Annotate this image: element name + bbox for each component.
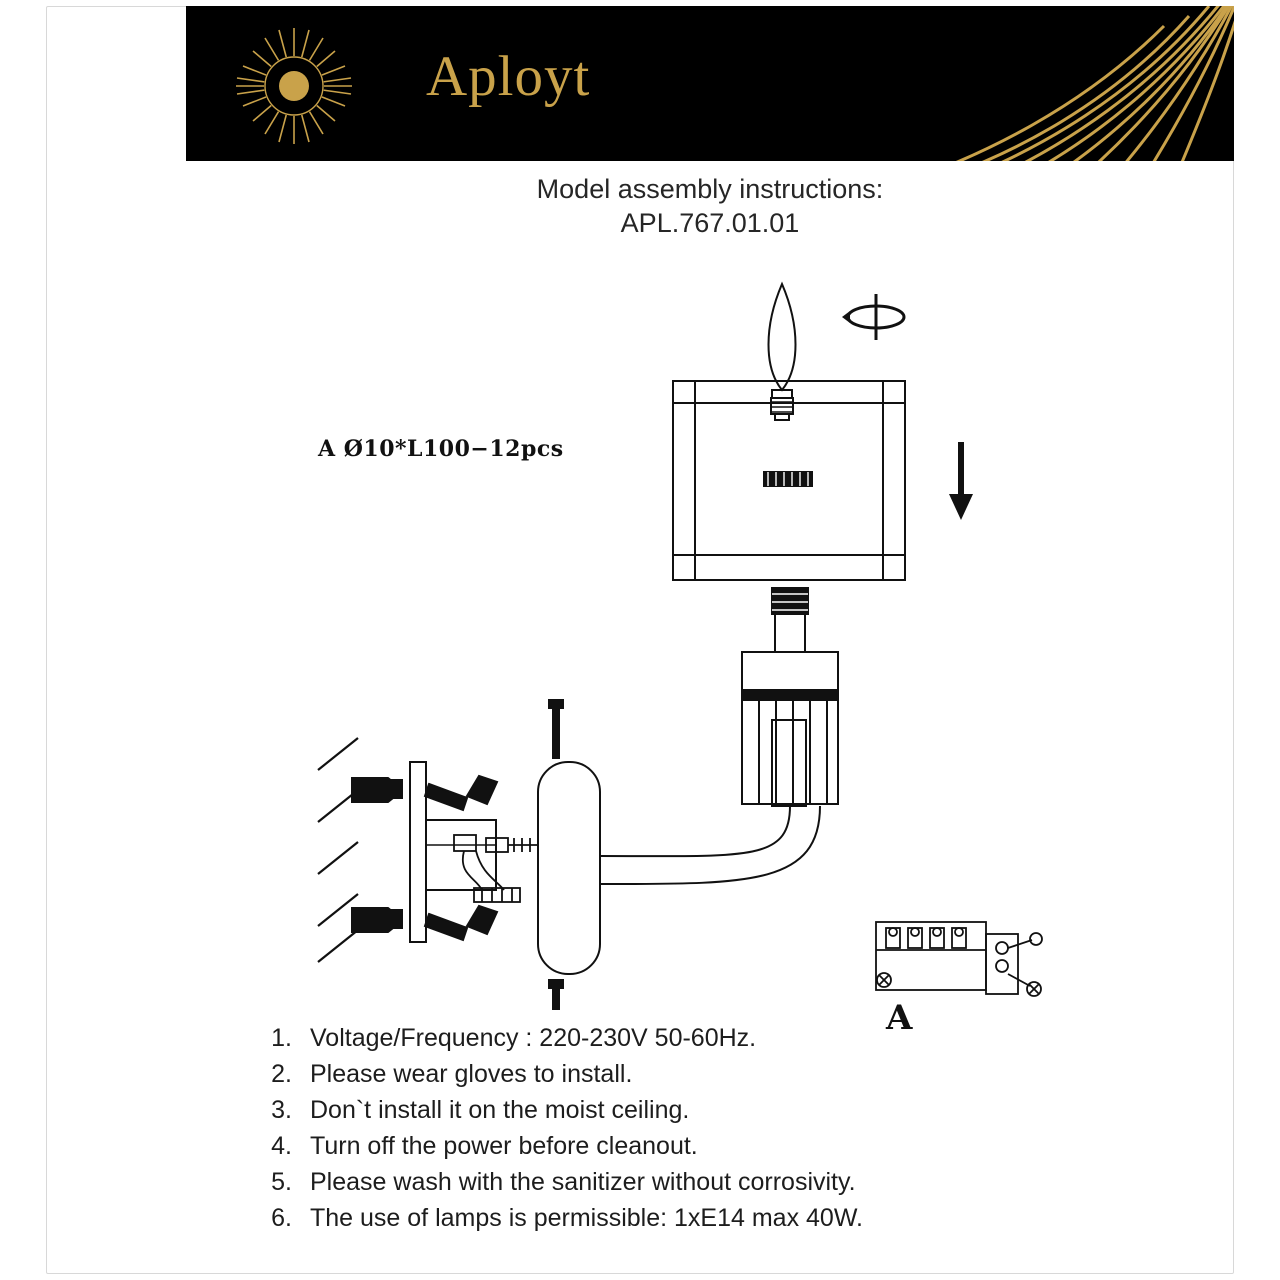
candle-bulb-icon <box>769 284 796 420</box>
part-callout-a: A <box>886 998 913 1038</box>
screw-icon <box>425 776 497 940</box>
list-item <box>250 1164 1230 1200</box>
note-text: Turn off the power before cleanout. <box>310 1132 698 1160</box>
title-line-2: APL.767.01.01 <box>620 208 800 238</box>
mounting-plate-icon <box>538 762 600 974</box>
note-number: 2. <box>271 1060 292 1088</box>
instructions-list <box>250 1020 1230 1236</box>
fan-rays-icon <box>864 6 1234 161</box>
lamp-arm-icon <box>600 806 820 884</box>
brand-header <box>186 6 1234 161</box>
terminal-block-icon <box>876 922 1042 996</box>
sunburst-logo-icon <box>234 26 354 146</box>
list-item <box>250 1200 1230 1236</box>
note-text: Please wash with the sanitizer without corrosivity. <box>310 1168 856 1196</box>
note-text: The use of lamps is permissible: 1xE14 max 40W. <box>310 1204 864 1232</box>
page-title <box>186 172 1234 240</box>
note-text: Don`t install it on the moist ceiling. <box>310 1096 690 1124</box>
list-item <box>250 1128 1230 1164</box>
wall-anchor-icon <box>352 778 402 932</box>
note-text: Please wear gloves to install. <box>310 1060 633 1088</box>
rectangular-shade-icon <box>673 381 905 580</box>
note-number: 1. <box>271 1024 292 1052</box>
list-item <box>250 1020 1230 1056</box>
list-item <box>250 1056 1230 1092</box>
list-item <box>250 1092 1230 1128</box>
down-arrow-icon <box>949 442 973 520</box>
brand-wordmark: Aployt <box>426 45 591 108</box>
assembly-drawing <box>186 250 1234 1010</box>
part-spec-label: A Ø10*L100−12pcs <box>318 436 564 462</box>
note-number: 6. <box>271 1204 292 1232</box>
note-number: 5. <box>271 1168 292 1196</box>
note-text: Voltage/Frequency : 220-230V 50-60Hz. <box>310 1024 757 1052</box>
rotate-arrow-icon <box>842 294 904 340</box>
note-number: 3. <box>271 1096 292 1124</box>
note-number: 4. <box>271 1132 292 1160</box>
lamp-body-icon <box>742 588 838 806</box>
title-line-1: Model assembly instructions: <box>536 174 884 204</box>
bolt-icon <box>549 700 563 1010</box>
